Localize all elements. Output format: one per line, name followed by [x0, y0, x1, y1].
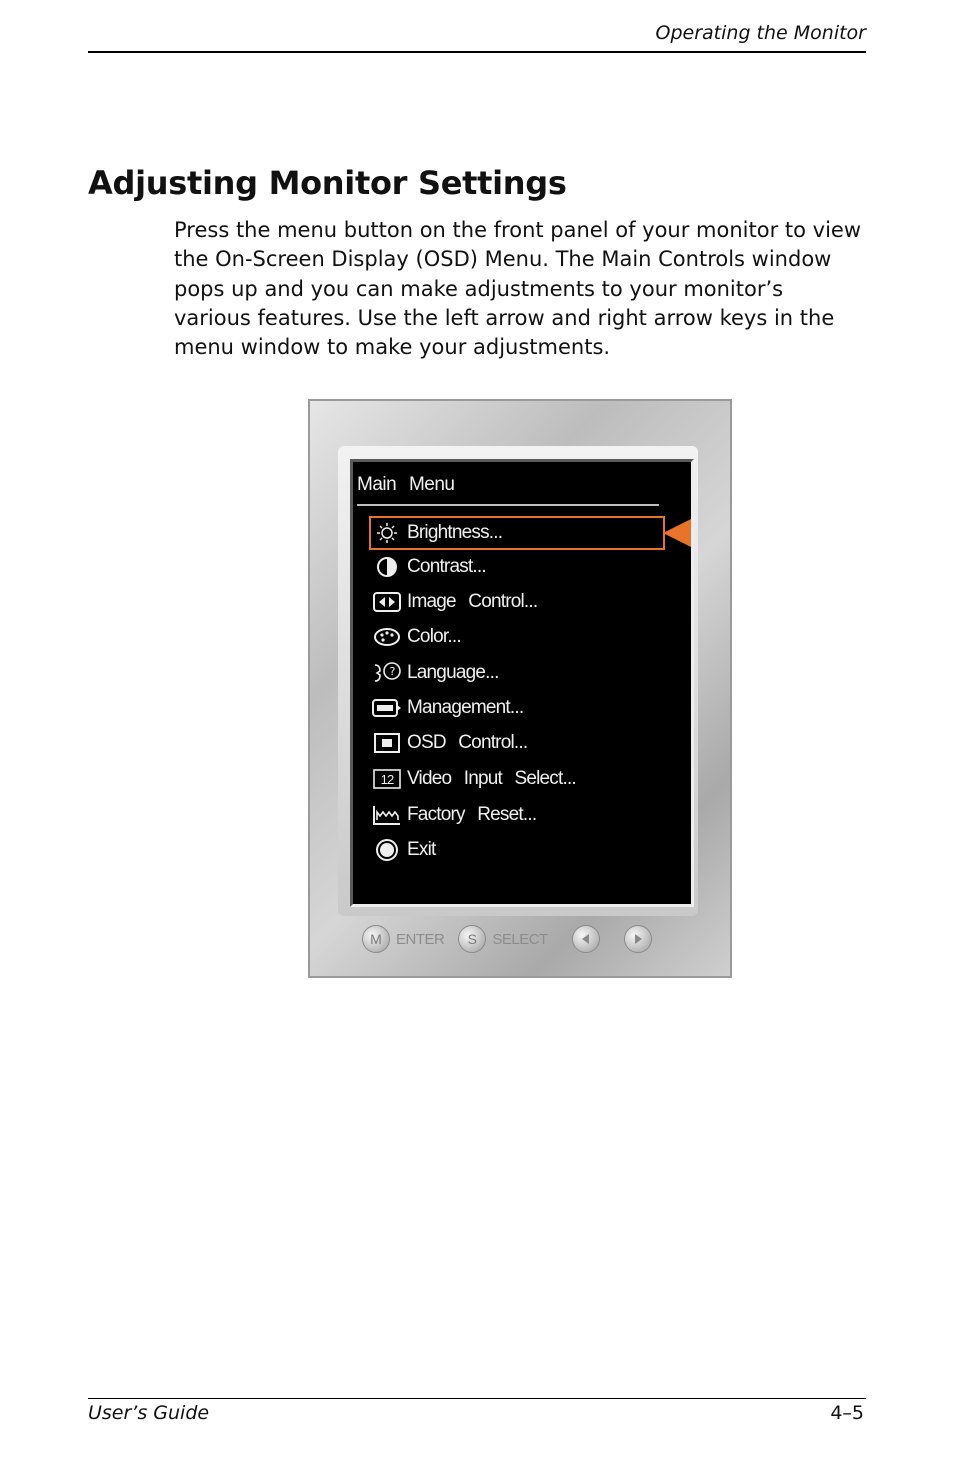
menu-button[interactable]: M — [362, 925, 390, 953]
exit-icon — [371, 837, 403, 863]
osd-item-label: Management... — [407, 697, 524, 718]
video-input-icon — [371, 766, 403, 792]
selection-pointer — [663, 519, 691, 547]
osd-item-label: Exit — [407, 839, 436, 860]
select-button[interactable]: S — [458, 925, 486, 953]
osd-item-contrast[interactable] — [371, 552, 663, 582]
osd-title-rule — [357, 504, 659, 506]
osd-item-label: Image Control... — [407, 591, 538, 612]
footer-rule — [88, 1398, 866, 1399]
osd-item-label: Factory Reset... — [407, 804, 537, 825]
osd-item-label: OSD Control... — [407, 732, 528, 753]
osd-screen — [350, 459, 694, 907]
section-heading: Adjusting Monitor Settings — [88, 164, 567, 202]
contrast-icon — [371, 554, 403, 580]
osd-item-factory-reset[interactable] — [371, 800, 663, 830]
palette-icon — [371, 624, 403, 650]
osd-item-label: Color... — [407, 626, 461, 647]
page-number: 4–5 — [830, 1402, 864, 1424]
footer-guide-title: User’s Guide — [88, 1402, 210, 1424]
osd-item-osd-control[interactable] — [371, 728, 663, 758]
sun-icon — [371, 520, 403, 546]
osd-item-image-control[interactable] — [371, 587, 663, 617]
osd-item-label: Brightness... — [407, 522, 503, 543]
management-icon — [371, 695, 403, 721]
osd-item-language[interactable] — [371, 658, 663, 688]
osd-item-management[interactable] — [371, 693, 663, 723]
osd-item-color[interactable] — [371, 622, 663, 652]
left-arrow-icon — [580, 933, 592, 945]
svg-text:?: ? — [389, 665, 395, 678]
select-label: SELECT — [492, 930, 548, 948]
right-arrow-button[interactable] — [624, 925, 652, 953]
right-arrow-icon — [632, 933, 644, 945]
osd-item-brightness[interactable] — [371, 518, 663, 548]
osd-item-exit[interactable] — [371, 835, 663, 865]
osd-item-label: Video Input Select... — [407, 768, 576, 789]
osd-item-label: Contrast... — [407, 556, 486, 577]
body-paragraph: Press the menu button on the front panel of your monitor to view the On-Screen Display (OSD) Menu. The Main Controls window pops up and you can make adjustments to your monitor’s various features. Use the left arrow and right arrow keys in the menu window to make your adjustments. — [174, 218, 862, 360]
image-control-icon — [371, 589, 403, 615]
osd-figure — [308, 399, 732, 978]
language-icon — [371, 660, 403, 686]
osd-title: Main Menu — [357, 474, 455, 495]
factory-reset-icon — [371, 802, 403, 828]
osd-item-video-input-select[interactable] — [371, 764, 663, 794]
video-input-icon-text: 12 — [380, 772, 394, 787]
left-arrow-button[interactable] — [572, 925, 600, 953]
enter-label: ENTER — [396, 930, 445, 948]
osd-item-label: Language... — [407, 662, 499, 683]
osd-control-bar — [362, 921, 652, 957]
header-rule — [88, 51, 866, 53]
osd-control-icon — [371, 730, 403, 756]
header-title: Operating the Monitor — [655, 22, 866, 44]
